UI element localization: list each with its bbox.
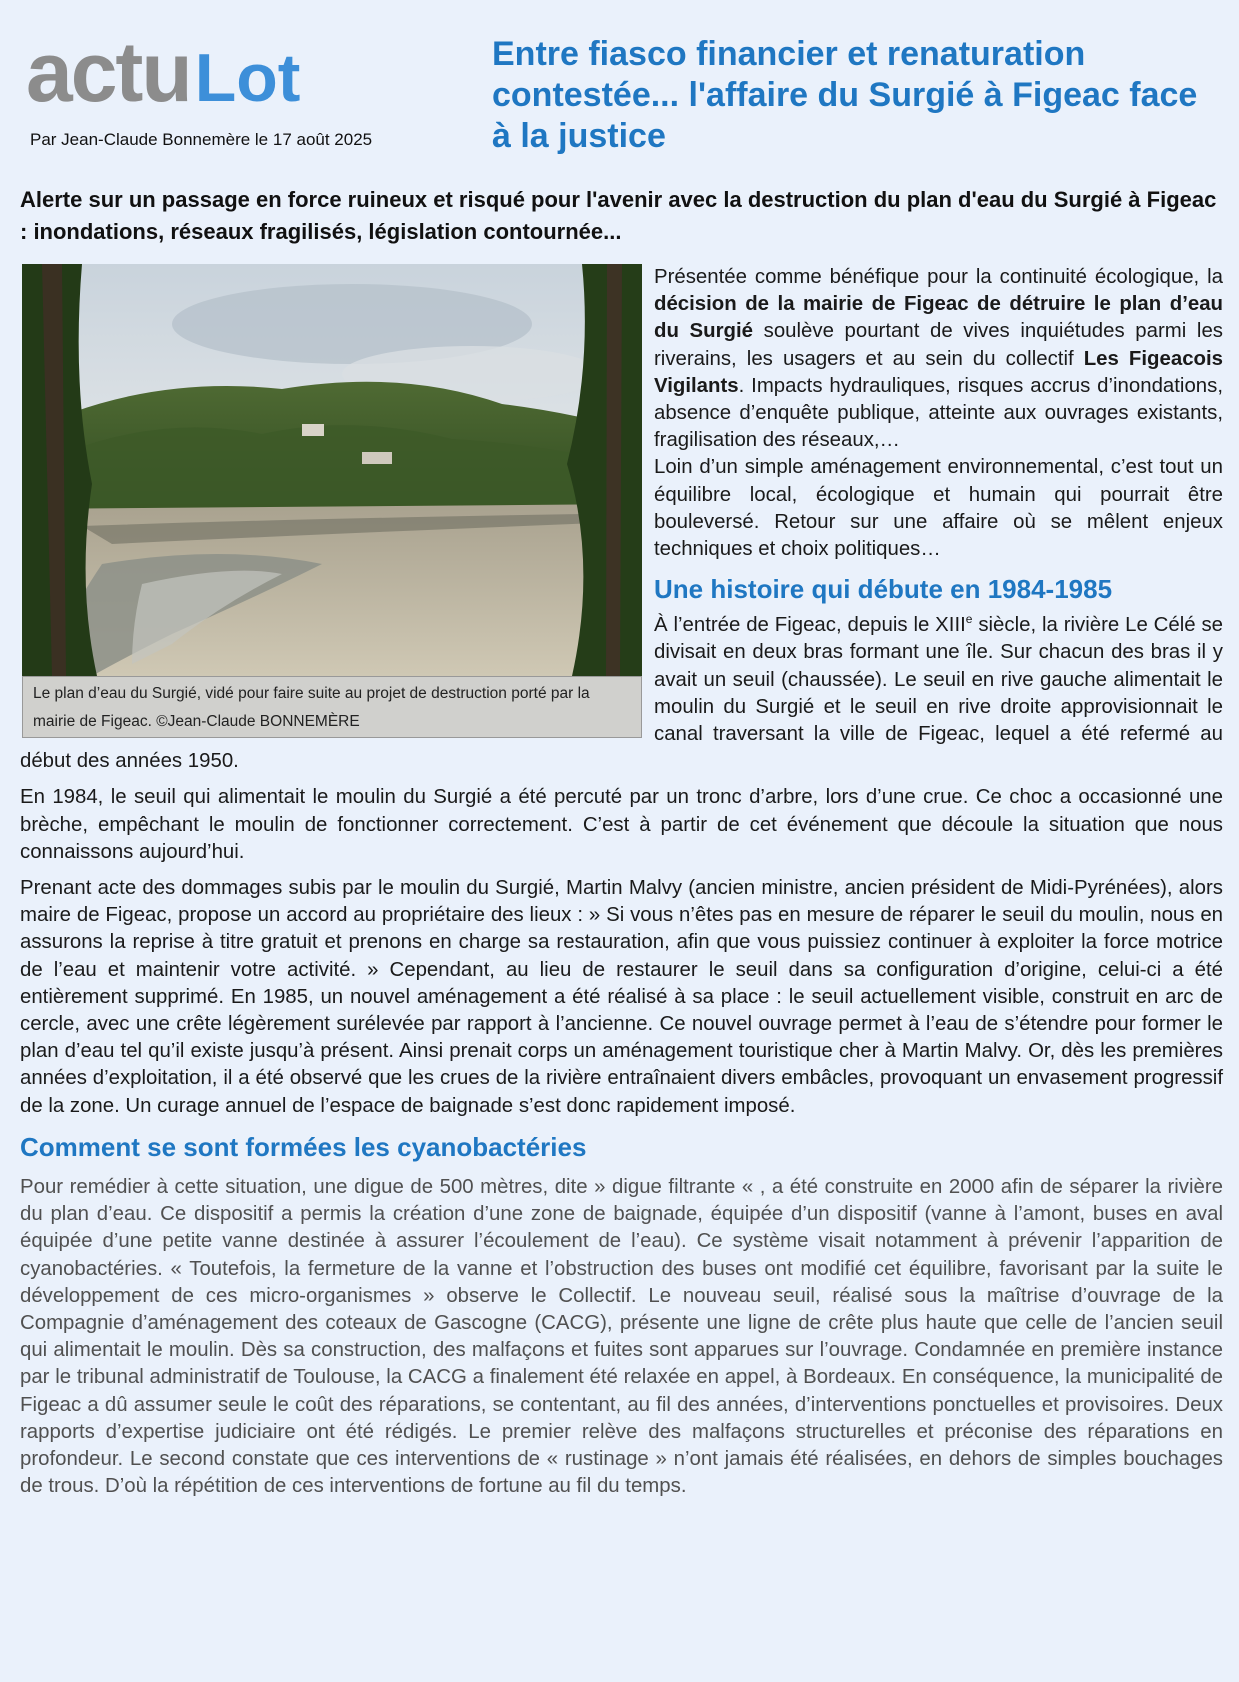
history-paragraph-2: En 1984, le seuil qui alimentait le moulin du Surgié a été percuté par un tronc d’arbre, lors d’une crue. Ce choc a occasionné une brèche, empêchant le moulin de fonctionner correctement. C’est à partir de cet événement que découle la situation que nous connaissons aujourd’hui. (20, 786, 1223, 863)
actulot-logo[interactable] (26, 25, 301, 119)
river-photo[interactable] (22, 264, 642, 676)
byline: Par Jean-Claude Bonnemère le 17 août 2025 (30, 130, 373, 149)
section-heading-history: Une histoire qui débute en 1984-1985 (654, 574, 1113, 605)
intro-text-1: Présentée comme bénéfique pour la continuité écologique, la (654, 266, 1223, 288)
intro-text-2: soulève pourtant de vives inquiétudes parmi les riverains, les usagers et au sein du collectif (654, 320, 1223, 370)
history-text-b: siècle, la rivière Le Célé se divisait en deux bras formant une île. Sur chacun des bras il y avait un seuil (chaussée). Le seuil en rive gauche alimentait le moulin du Surgié et le seuil en rive droite approvisionnait le canal traversant la ville de Figeac, lequel a été refermé au début des années 1950. (20, 614, 1223, 773)
intro-text-3: . Impacts hydrauliques, risques accrus d’inondations, absence d’enquête publique, atteinte aux ouvrages existants, fragilisation des réseaux,… (654, 374, 1223, 452)
history-paragraph-3: Prenant acte des dommages subis par le moulin du Surgié, Martin Malvy (ancien ministre, ancien président de Midi-Pyrénées), alors maire de Figeac, propose un accord au propriétaire des lieux : » Si vous n’êtes pas en mesure de réparer le seuil du moulin, nous en assurons la reprise à titre gratuit et prenons en charge sa restauration, afin que vous puissiez continuer à exploiter la force motrice de l’eau et maintenir votre activité. » Cependant, au lieu de restaurer le seuil dans sa configuration d’origine, celui-ci a été entièrement supprimé. En 1985, un nouvel aménagement a été réalisé à sa place : le seuil actuellement visible, construit en arc de cercle, avec une crête légèrement surélevée par rapport à l’ancienne. Ce nouvel ouvrage permet à l’eau de s’étendre pour former le plan d’eau tel qu’il existe jusqu’à présent. Ainsi prenait corps un aménagement touristique cher à Martin Malvy. Or, dès les premières années d’exploitation, il a été observé que les crues de la rivière entraînaient divers embâcles, provoquant un envasement progressif de la zone. Un curage annuel de l’espace de baignade s’est donc rapidement imposé. (20, 877, 1223, 1117)
article-lead: Alerte sur un passage en force ruineux et risqué pour l'avenir avec la destruction du plan d'eau du Surgié à Figeac : inondations, réseaux fragilisés, législation contournée... (20, 187, 1217, 244)
intro-paragraph-2: Loin d’un simple aménagement environnemental, c’est tout un équilibre local, écologique et humain qui pourrait être bouleversé. Retour sur une affaire où se mêlent enjeux techniques et choix politiques… (654, 456, 1223, 561)
intro-bold-1: décision de la mairie de Figeac de détruire le plan d’eau du Surgié (654, 293, 1223, 343)
cyanobacteria-paragraph: Pour remédier à cette situation, une digue de 500 mètres, dite » digue filtrante « , a été construite en 2000 afin de séparer la rivière du plan d’eau. Ce dispositif a permis la création d’une zone de baignade, équipée d’un dispositif (vanne à l’amont, buses en aval équipée d’une petite vanne destinée à assurer l’écoulement de l’eau). Ce système visait notamment à prévenir l’apparition de cyanobactéries. « Toutefois, la fermeture de la vanne et l’obstruction des buses ont modifié cet équilibre, favorisant par la suite le développement de ces micro-organismes » observe le Collectif. Le nouveau seuil, réalisé sous la maîtrise d’ouvrage de la Compagnie d’aménagement des coteaux de Gascogne (CACG), présente une ligne de crête plus haute que celle de l’ancien seuil qui alimentait le moulin. Dès sa construction, des malfaçons et fuites sont apparues sur l’ouvrage. Condamnée en première instance par le tribunal administratif de Toulouse, la CACG a finalement été relaxée en appel, à Bordeaux. En conséquence, la municipalité de Figeac a dû assumer seule le coût des réparations, se contentant, au fil des années, d’interventions ponctuelles et provisoires. Deux rapports d’expertise judiciaire ont été rédigés. Le premier relève des malfaçons structurelles et préconise des réparations en profondeur. Le second constate que ces interventions de « rustinage » n’ont jamais été réalisées, en dehors de simples bouchages de trous. D’où la répétition de ces interventions de fortune au fil du temps. (20, 1175, 1223, 1498)
article-body (20, 264, 1223, 1509)
logo-lot: Lot (194, 40, 301, 116)
history-superscript: e (965, 612, 973, 627)
photo-caption: Le plan d’eau du Surgié, vidé pour faire suite au projet de destruction porté par la mairie de Figeac. ©Jean-Claude BONNEMÈRE (22, 676, 642, 738)
article-headline: Entre fiasco financier et renaturation contestée... l'affaire du Surgié à Figeac face à la justice (492, 35, 1198, 155)
logo-actu: actu (26, 25, 191, 119)
history-text-a: À l’entrée de Figeac, depuis le XIII (654, 614, 966, 637)
section-heading-cyanobacteria: Comment se sont formées les cyanobactéries (20, 1131, 587, 1162)
intro-bold-2: Les Figeacois Vigilants (654, 347, 1223, 397)
article-figure (22, 264, 644, 738)
